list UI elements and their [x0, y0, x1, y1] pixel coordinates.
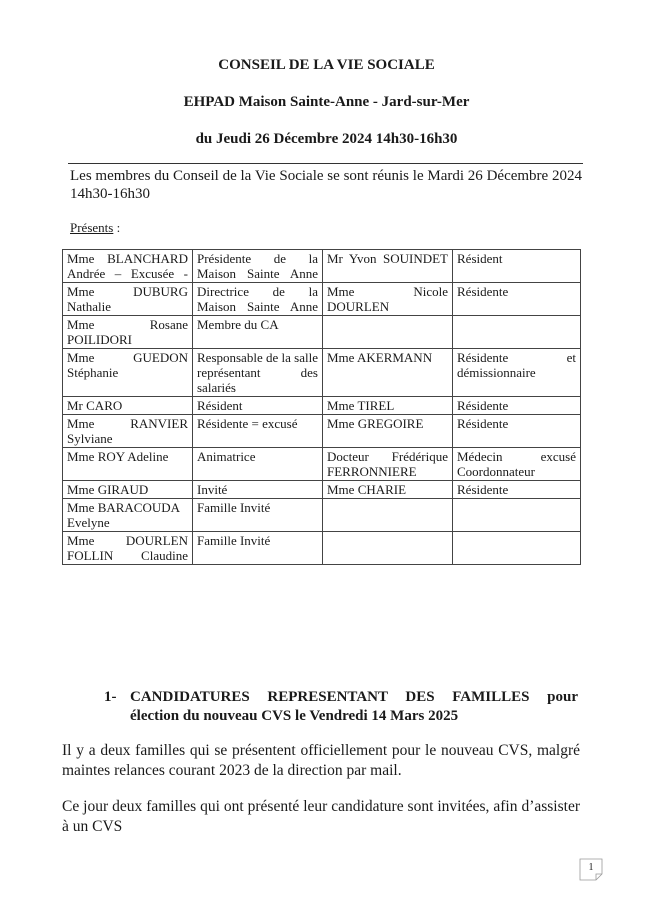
table-row [63, 316, 581, 349]
table-cell: Famille Invité [193, 532, 323, 565]
table-cell: Résident [193, 397, 323, 415]
document-subtitle: EHPAD Maison Sainte-Anne - Jard-sur-Mer [183, 94, 470, 110]
table-cell: Médecin excusé Coordonnateur [453, 448, 581, 481]
table-row [63, 397, 581, 415]
table-cell: Mme CHARIE [323, 481, 453, 499]
table-row [63, 481, 581, 499]
table-cell [453, 316, 581, 349]
table-cell: Mme BLANCHARD Andrée – Excusée - [63, 250, 193, 283]
table-cell: Mme TIREL [323, 397, 453, 415]
table-cell: Mr CARO [63, 397, 193, 415]
table-cell: Résidente = excusé [193, 415, 323, 448]
table-cell: Résidente [453, 415, 581, 448]
section-title-line-2: élection du nouveau CVS le Vendredi 14 Mars 2025 [130, 708, 459, 724]
table-cell: Mme GIRAUD [63, 481, 193, 499]
table-cell: Invité [193, 481, 323, 499]
page-number [576, 856, 606, 882]
paragraph-2: Ce jour deux familles qui ont présenté leur candidature sont invitées, afin d’assister à un CVS [62, 798, 580, 835]
table-cell: Docteur Frédérique FERRONNIERE [323, 448, 453, 481]
table-cell: Résident [453, 250, 581, 283]
table-cell: Mme Rosane POILIDORI [63, 316, 193, 349]
attendees-table [62, 249, 581, 565]
table-cell: Mme Nicole DOURLEN [323, 283, 453, 316]
table-cell: Mme ROY Adeline [63, 448, 193, 481]
table-cell [323, 499, 453, 532]
table-cell: Mme GREGOIRE [323, 415, 453, 448]
table-cell: Responsable de la salle représentant des salariés [193, 349, 323, 397]
presents-heading [70, 220, 120, 236]
table-cell [453, 499, 581, 532]
table-cell: Mr Yvon SOUINDET [323, 250, 453, 283]
table-cell: Mme GUEDON Stéphanie [63, 349, 193, 397]
table-cell: Mme BARACOUDA Evelyne [63, 499, 193, 532]
table-cell [323, 532, 453, 565]
page-number-text: 1 [588, 862, 594, 873]
table-cell: Présidente de la Maison Sainte Anne [193, 250, 323, 283]
table-cell: Résidente et démissionnaire [453, 349, 581, 397]
table-cell: Mme DOURLEN FOLLIN Claudine [63, 532, 193, 565]
table-row [63, 250, 581, 283]
table-cell: Mme DUBURG Nathalie [63, 283, 193, 316]
table-cell: Directrice de la Maison Sainte Anne [193, 283, 323, 316]
table-row [63, 532, 581, 565]
table-cell: Famille Invité [193, 499, 323, 532]
table-cell [453, 532, 581, 565]
table-cell: Mme AKERMANN [323, 349, 453, 397]
table-cell: Membre du CA [193, 316, 323, 349]
table-cell [323, 316, 453, 349]
document-title: CONSEIL DE LA VIE SOCIALE [218, 57, 435, 73]
table-cell: Résidente [453, 283, 581, 316]
table-row [63, 499, 581, 532]
section-number: 1- [104, 689, 117, 705]
table-row [63, 448, 581, 481]
presents-label: Présents [70, 220, 114, 235]
intro-paragraph: Les membres du Conseil de la Vie Sociale se sont réunis le Mardi 26 Décembre 2024 14h30-16h30 [70, 168, 582, 202]
table-cell: Résidente [453, 481, 581, 499]
paragraph-1: Il y a deux familles qui se présentent officiellement pour le nouveau CVS, malgré maintes relances courant 2023 de la direction par mail. [62, 742, 580, 779]
table-cell: Résidente [453, 397, 581, 415]
table-row [63, 349, 581, 397]
table-row [63, 283, 581, 316]
table-cell: Mme RANVIER Sylviane [63, 415, 193, 448]
header-divider [68, 163, 583, 164]
section-title-line-1: CANDIDATURES REPRESENTANT DES FAMILLES pour [130, 689, 578, 705]
presents-suffix: : [113, 220, 121, 235]
table-cell: Animatrice [193, 448, 323, 481]
meeting-date: du Jeudi 26 Décembre 2024 14h30-16h30 [195, 131, 458, 147]
table-row [63, 415, 581, 448]
